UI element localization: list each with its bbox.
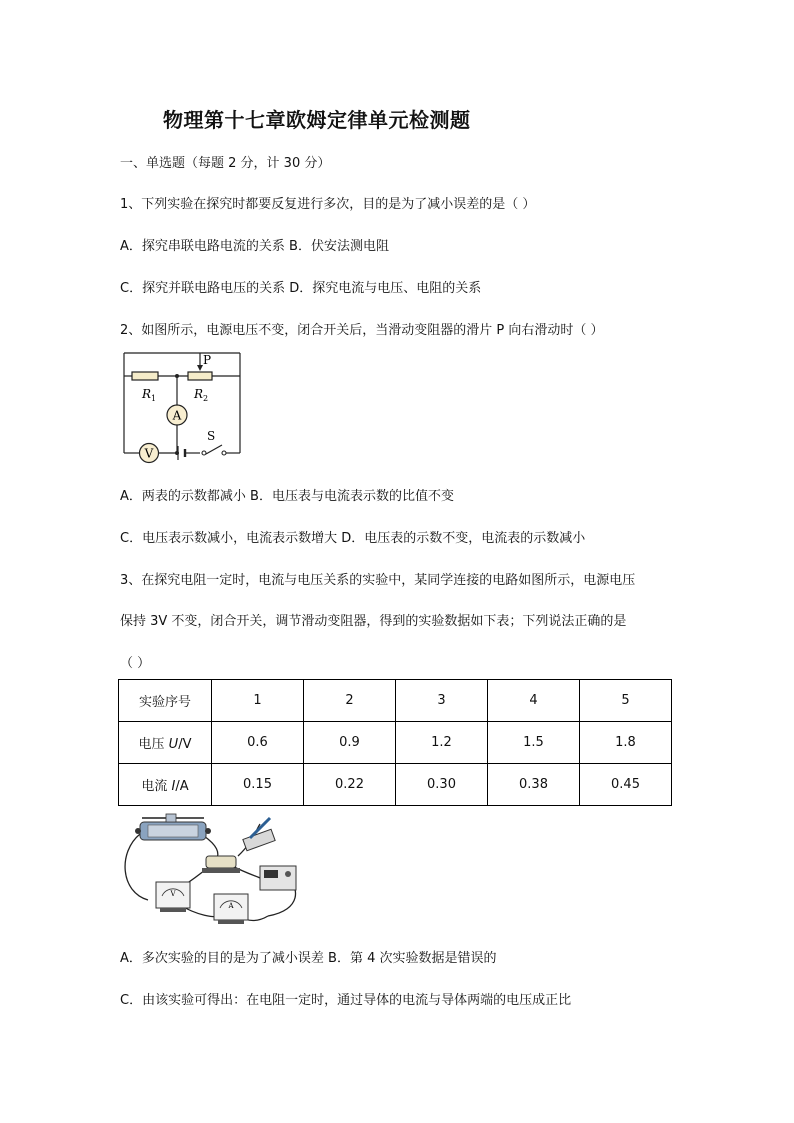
question-1-options-ab: A．探究串联电路电流的关系 B．伏安法测电阻 bbox=[120, 239, 389, 254]
table-cell: 1.8 bbox=[580, 722, 672, 764]
question-2-options-ab: A．两表的示数都减小 B．电压表与电流表示数的比值不变 bbox=[120, 489, 454, 504]
data-table bbox=[118, 679, 672, 806]
voltmeter-label: V bbox=[170, 890, 176, 898]
ammeter-label: A bbox=[228, 902, 234, 910]
resistor-r2 bbox=[188, 372, 212, 380]
table-cell: 0.15 bbox=[212, 764, 304, 806]
table-header-cell: 实验序号 bbox=[119, 680, 212, 722]
table-cell: 1.2 bbox=[396, 722, 488, 764]
ammeter-icon bbox=[214, 894, 248, 924]
page-title: 物理第十七章欧姆定律单元检测题 bbox=[163, 108, 471, 132]
r2-label: $R_2$ bbox=[194, 387, 209, 403]
question-3-option-c: C．由该实验可得出：在电阻一定时，通过导体的电流与导体两端的电压成正比 bbox=[120, 993, 572, 1008]
power-supply-icon bbox=[260, 866, 296, 890]
table-header-cell: 5 bbox=[580, 680, 672, 722]
switch-label: S bbox=[207, 429, 216, 443]
question-3-stem-line3: （ ） bbox=[120, 656, 151, 671]
slider-label: P bbox=[203, 353, 212, 367]
table-header-cell: 4 bbox=[488, 680, 580, 722]
battery-icon bbox=[178, 446, 185, 460]
table-cell: 0.9 bbox=[304, 722, 396, 764]
question-2-options-cd: C．电压表示数减小，电流表示数增大 D．电压表的示数不变，电流表的示数减小 bbox=[120, 531, 586, 546]
voltmeter-icon bbox=[156, 882, 190, 912]
ammeter-label: A bbox=[172, 408, 182, 423]
table-cell: 0.45 bbox=[580, 764, 672, 806]
resistor-icon bbox=[202, 856, 240, 873]
section-heading: 一、单选题（每题 2 分，计 30 分） bbox=[120, 156, 331, 171]
question-1-options-cd: C．探究并联电路电压的关系 D．探究电流与电压、电阻的关系 bbox=[120, 281, 482, 296]
table-cell: 1.5 bbox=[488, 722, 580, 764]
apparatus-illustration bbox=[118, 812, 308, 930]
question-3-stem-line1: 3、在探究电阻一定时，电流与电压关系的实验中，某同学连接的电路如图所示，电源电压 bbox=[120, 573, 636, 588]
question-2-stem: 2、如图所示，电源电压不变，闭合开关后，当滑动变阻器的滑片 P 向右滑动时（ ） bbox=[120, 323, 604, 338]
table-header-cell: 1 bbox=[212, 680, 304, 722]
circuit-diagram bbox=[118, 348, 248, 468]
switch-icon bbox=[243, 818, 275, 851]
resistor-r1 bbox=[132, 372, 158, 380]
question-3-options-ab: A．多次实验的目的是为了减小误差 B．第 4 次实验数据是错误的 bbox=[120, 951, 497, 966]
question-1-stem: 1、下列实验在探究时都要反复进行多次，目的是为了减小误差的是（ ） bbox=[120, 197, 536, 212]
table-cell: 0.6 bbox=[212, 722, 304, 764]
rheostat-icon bbox=[135, 814, 211, 840]
table-row bbox=[119, 764, 672, 806]
table-row bbox=[119, 722, 672, 764]
table-header-cell: 2 bbox=[304, 680, 396, 722]
table-row-label: 电流 I/A bbox=[119, 764, 212, 806]
voltmeter-label: V bbox=[144, 446, 154, 461]
table-row bbox=[119, 680, 672, 722]
r1-label: $R_1$ bbox=[142, 387, 157, 403]
table-cell: 0.22 bbox=[304, 764, 396, 806]
switch-icon bbox=[202, 451, 206, 455]
table-header-cell: 3 bbox=[396, 680, 488, 722]
table-row-label: 电压 U/V bbox=[119, 722, 212, 764]
table-cell: 0.38 bbox=[488, 764, 580, 806]
table-cell: 0.30 bbox=[396, 764, 488, 806]
question-3-stem-line2: 保持 3V 不变，闭合开关，调节滑动变阻器，得到的实验数据如下表；下列说法正确的是 bbox=[120, 614, 627, 629]
